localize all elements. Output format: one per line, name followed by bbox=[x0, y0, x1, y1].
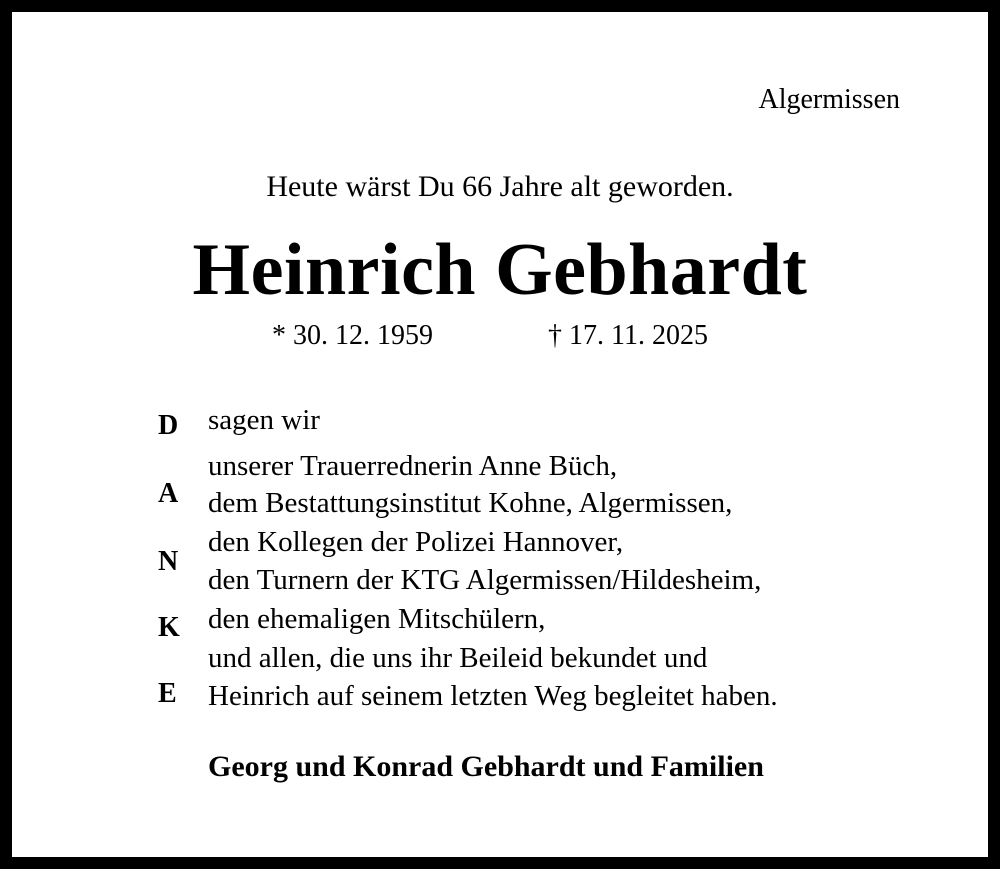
dank-letter-e: E bbox=[158, 678, 177, 709]
deceased-name: Heinrich Gebhardt bbox=[192, 229, 808, 311]
thanks-line: dem Bestattungsinstitut Kohne, Algermissen, bbox=[208, 487, 733, 519]
thanks-line: den Turnern der KTG Algermissen/Hildesheim, bbox=[208, 564, 762, 596]
death-date: † 17. 11. 2025 bbox=[548, 320, 708, 351]
intro-text: Heute wärst Du 66 Jahre alt geworden. bbox=[266, 170, 734, 203]
dank-letter-k: K bbox=[158, 612, 180, 643]
dank-letter-a: A bbox=[158, 478, 179, 509]
dank-letter-d: D bbox=[158, 410, 179, 441]
signature: Georg und Konrad Gebhardt und Familien bbox=[208, 750, 764, 783]
birth-date: * 30. 12. 1959 bbox=[272, 320, 433, 351]
thanks-line: den ehemaligen Mitschülern, bbox=[208, 603, 546, 635]
thanks-line: den Kollegen der Polizei Hannover, bbox=[208, 526, 624, 558]
thanks-line: unserer Trauerrednerin Anne Büch, bbox=[208, 450, 618, 482]
thanks-line: und allen, die uns ihr Beileid bekundet und bbox=[208, 642, 708, 674]
place-name: Algermissen bbox=[758, 84, 900, 115]
thanks-line: Heinrich auf seinem letzten Weg begleitet haben. bbox=[208, 680, 778, 712]
thanks-line: sagen wir bbox=[208, 404, 320, 436]
dank-letter-n: N bbox=[158, 546, 179, 577]
